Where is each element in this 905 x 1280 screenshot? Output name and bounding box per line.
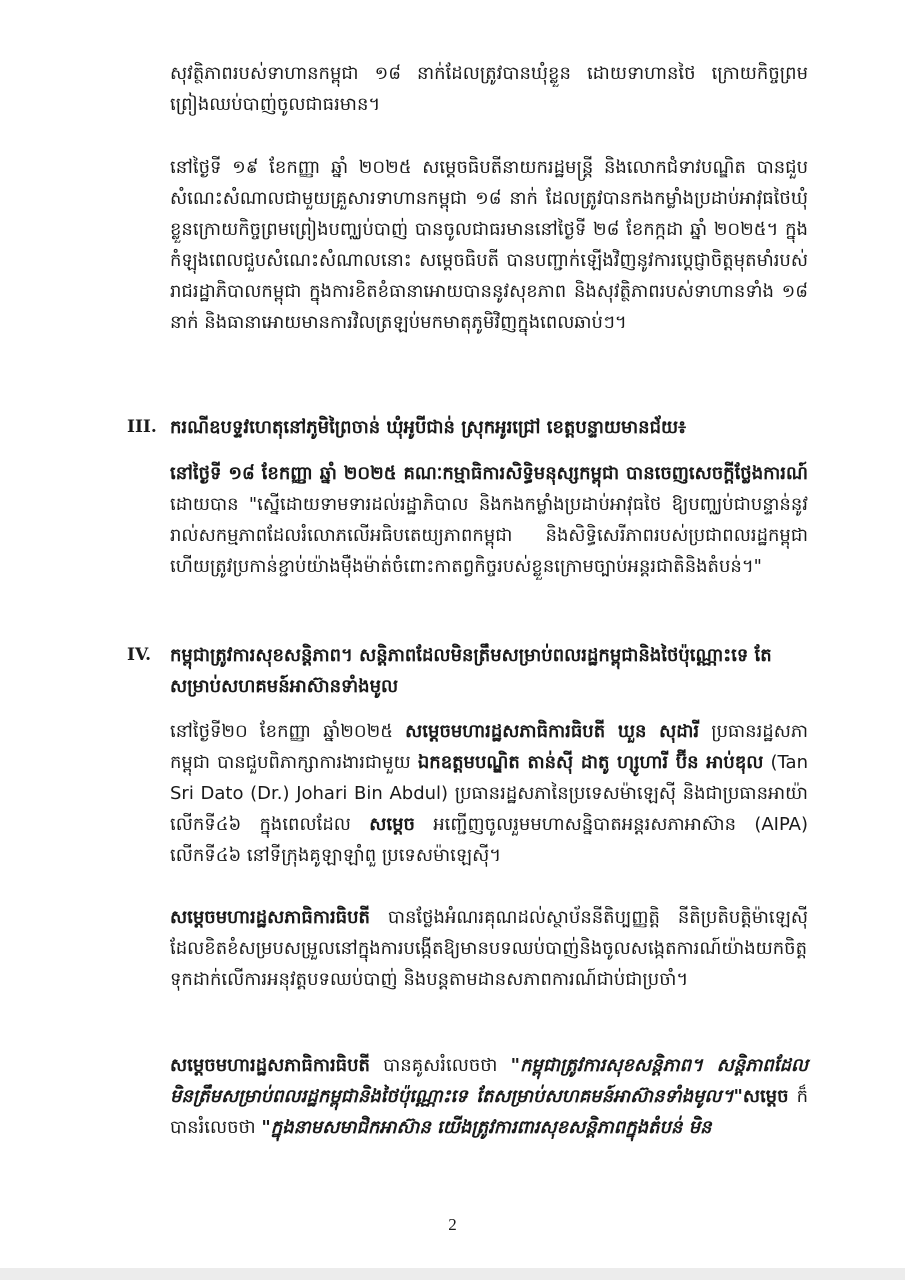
paragraph-peace-quote: សម្ដេចមហារដ្ឋសភាធិការធិបតី បានគូសរំលេចថា "កម្ពុជាត្រូវការសុខសន្តិភាព។ សន្តិភាពដែលមិនត្រឹមសម្រាប់ពលរដ្ឋកម្ពុជានិងថៃប៉ុណ្ណោះទេ តែសម្រាប់សហគមន៍អាស៊ានទាំងមូល។"សម្ដេច ក៏បានរំលេចថា "ក្នុងនាមសមាជិកអាស៊ាន យើងត្រូវការពារសុខសន្តិភាពក្នុងតំបន់ មិន — [170, 1055, 809, 1138]
section-title-iii: ករណីឧបទ្ទវហេតុនៅភូមិព្រៃចាន់ ឃុំអូបីជាន់ ស្រុកអូរជ្រៅ ខេត្តបន្ទាយមានជ័យ៖ — [170, 417, 687, 438]
section-numeral-iv: IV. — [127, 645, 152, 665]
paragraph-detained-soldiers-safety: សុវត្ថិភាពរបស់ទាហានកម្ពុជា ១៨ នាក់ដែលត្រូវបានឃុំខ្លួន ដោយទាហានថៃ ក្រោយកិច្ចព្រមព្រៀងឈប់បាញ់ចូលជាធរមាន។ — [170, 63, 808, 115]
section-numeral-iii: III. — [127, 417, 157, 437]
viewer-bottom-edge — [0, 1268, 905, 1280]
title-samdech-2: សម្ដេច — [742, 1086, 789, 1107]
name-national-assembly-president: សម្ដេចមហារដ្ឋសភាធិការធិបតី ឃួន សុដារី — [405, 721, 700, 742]
statement-body: ដោយបាន "ស្នើដោយទាមទារដល់រដ្ឋាភិបាល និងកងកម្លាំងប្រដាប់អាវុធថៃ ឱ្យបញ្ឈប់ជាបន្ទាន់នូវរាល់សកម្មភាពដែលរំលោភលើអធិបតេយ្យភាពកម្ពុជា និងសិទ្ធិសេរីភាពរបស់ប្រជាពលរដ្ឋកម្ពុជា ហើយត្រូវប្រកាន់ខ្ជាប់យ៉ាងម៉ឺងម៉ាត់ចំពោះកាតព្វកិច្ចរបស់ខ្លួនក្រោមច្បាប់អន្តរជាតិនិងតំបន់។" — [170, 494, 808, 577]
title-national-assembly-president: សម្ដេចមហារដ្ឋសភាធិការធិបតី — [170, 907, 370, 928]
name-malaysian-speaker: ឯកឧត្ដមបណ្ឌិត តាន់ស៊ី ដាតូ ហ្សូហារី ប៊ីន អាប់ឌុល — [417, 752, 764, 773]
paragraph-aipa-meeting: នៅថ្ងៃទី២០ ខែកញ្ញា ឆ្នាំ២០២៥ សម្ដេចមហារដ្ឋសភាធិការធិបតី ឃួន សុដារី ប្រធានរដ្ឋសភាកម្ពុជា បានជួបពិភាក្សាការងារជាមួយ ឯកឧត្ដមបណ្ឌិត តាន់ស៊ី ដាតូ ហ្សូហារី ប៊ីន អាប់ឌុល (Tan Sri Dato (Dr.) Johari Bin Abdul) ប្រធានរដ្ឋសភានៃប្រទេសម៉ាឡេស៊ី និងជាប្រធានអាយ៉ាលើកទី៤៦ ក្នុងពេលដែល សម្ដេច អញ្ជើញចូលរួមមហាសន្និបាតអន្តរសភាអាស៊ាន (AIPA) លើកទី៤៦ នៅទីក្រុងគូឡាឡាំពួ ប្រទេសម៉ាឡេស៊ី។ — [170, 721, 808, 866]
paragraph-thanks-malaysia: សម្ដេចមហារដ្ឋសភាធិការធិបតី បានថ្លែងអំណរគុណដល់ស្ថាប័ននីតិប្បញ្ញត្តិ នីតិប្រតិបត្តិម៉ាឡេស៊ី ដែលខិតខំសម្របសម្រួលនៅក្នុងការបង្កើតឱ្យមានបទឈប់បាញ់និងចូលសង្កេតការណ៍យ៉ាងយកចិត្តទុកដាក់លើការអនុវត្តបទឈប់បាញ់ និងបន្តតាមដានសភាពការណ៍ជាប់ជាប្រចាំ។ — [170, 907, 808, 990]
paragraph-human-rights-statement — [170, 458, 808, 582]
quote-asean-member: "ក្នុងនាមសមាជិកអាស៊ាន យើងត្រូវការពារសុខសន្តិភាពក្នុងតំបន់ មិន — [261, 1117, 712, 1138]
section-title-iv: កម្ពុជាត្រូវការសុខសន្តិភាព។ សន្តិភាពដែលមិនត្រឹមសម្រាប់ពលរដ្ឋកម្ពុជានិងថៃប៉ុណ្ណោះទេ តែសម្រាប់សហគមន៍អាស៊ានទាំងមូល — [170, 645, 772, 697]
paragraph-meeting-soldier-families: នៅថ្ងៃទី ១៩ ខែកញ្ញា ឆ្នាំ ២០២៥ សម្ដេចធិបតីនាយករដ្ឋមន្ត្រី និងលោកជំទាវបណ្ឌិត បានជួបសំណេះសំណាលជាមួយគ្រួសារទាហានកម្ពុជា ១៨ នាក់ ដែលត្រូវបានកងកម្លាំងប្រដាប់អាវុធថៃឃុំខ្លួនក្រោយកិច្ចព្រមព្រៀងបញ្ឈប់បាញ់ បានចូលជាធរមាននៅថ្ងៃទី ២៨ ខែកក្កដា ឆ្នាំ ២០២៥។ ក្នុងកំឡុងពេលជួបសំណេះសំណាលនោះ សម្ដេចធិបតី បានបញ្ជាក់ឡើងវិញនូវការប្ដេជ្ញាចិត្តមុតមាំរបស់រាជរដ្ឋាភិបាលកម្ពុជា ក្នុងការខិតខំធានាអោយបាននូវសុខភាព និងសុវត្ថិភាពរបស់ទាហានទាំង ១៨ នាក់ និងធានាអោយមានការវិលត្រឡប់មកមាតុភូមិវិញក្នុងពេលឆាប់ៗ។ — [170, 157, 808, 333]
statement-date-bold: នៅថ្ងៃទី ១៨ ខែកញ្ញា ឆ្នាំ ២០២៥ គណៈកម្មាធិការសិទ្ធិមនុស្សកម្ពុជា បានចេញសេចក្ដីថ្លែងការណ៍ — [170, 463, 808, 484]
page-number: 2 — [448, 1215, 457, 1234]
quote-peace-needed: "កម្ពុជាត្រូវការសុខសន្តិភាព។ សន្តិភាពដែលមិនត្រឹមសម្រាប់ពលរដ្ឋកម្ពុជានិងថៃប៉ុណ្ណោះទេ តែសម្រាប់សហគមន៍អាស៊ានទាំងមូល។" — [170, 1055, 809, 1107]
title-samdech: សម្ដេច — [369, 814, 415, 835]
title-national-assembly-president-2: សម្ដេចមហារដ្ឋសភាធិការធិបតី — [170, 1055, 370, 1076]
